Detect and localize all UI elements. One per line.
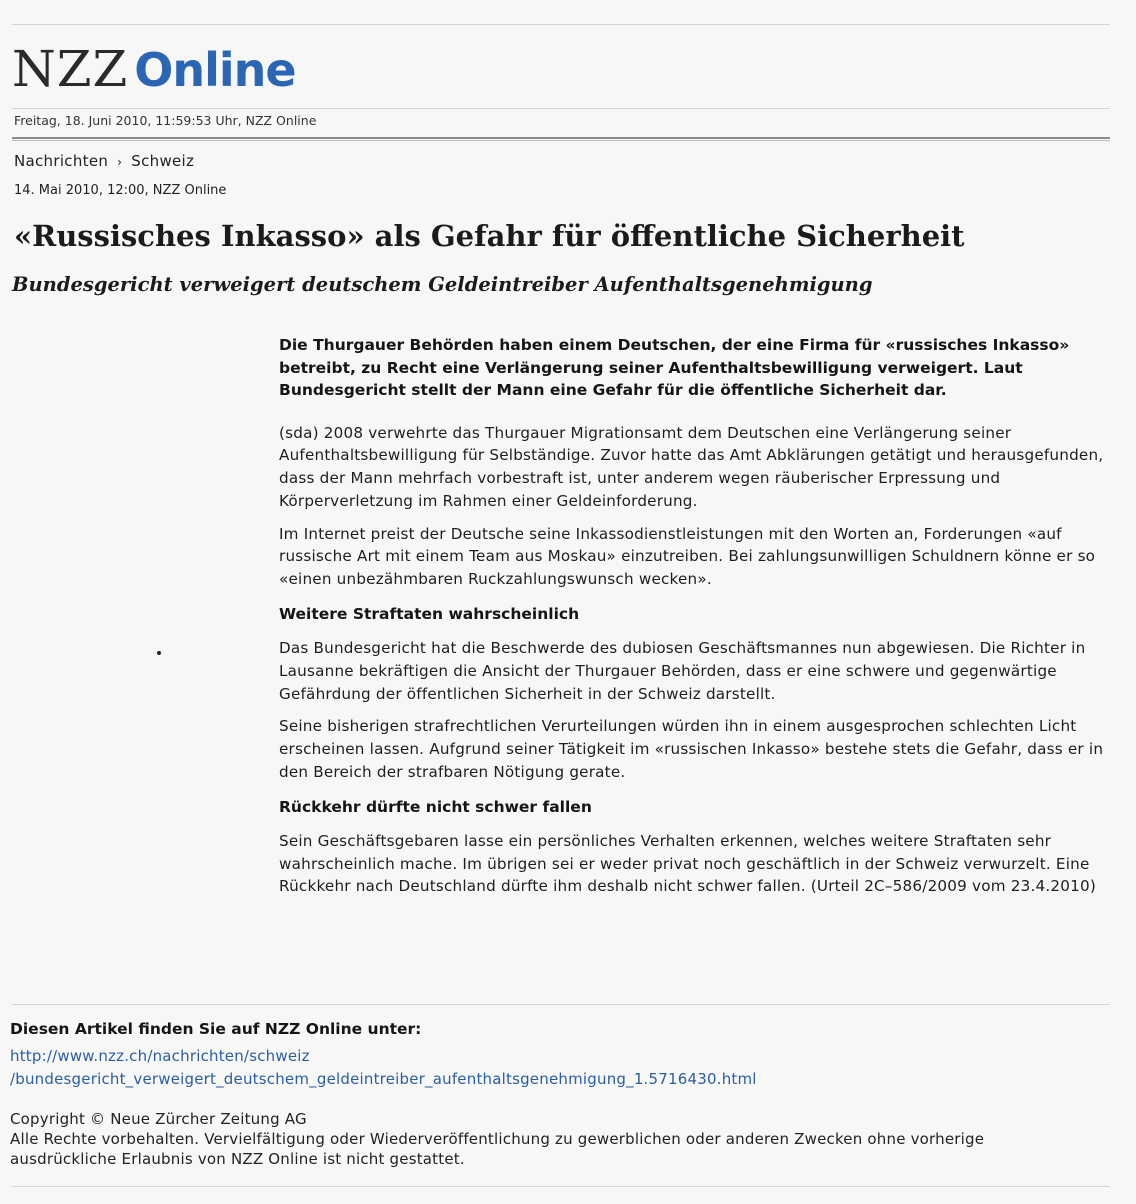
breadcrumb-separator: › <box>117 155 123 169</box>
copyright-notice <box>10 1109 1110 1169</box>
stray-dot <box>157 651 161 655</box>
breadcrumb <box>14 152 194 170</box>
breadcrumb-schweiz[interactable]: Schweiz <box>131 152 195 170</box>
print-timestamp: Freitag, 18. Juni 2010, 11:59:53 Uhr, NZZ Online <box>14 113 317 128</box>
article-dateline: 14. Mai 2010, 12:00, NZZ Online <box>14 183 227 198</box>
article-paragraph-2: Im Internet preist der Deutsche seine Inkassodienstleistungen mit den Worten an, Forderungen «auf russische Art mit einem Team aus Moskau» einzutreiben. Bei zahlungsunwilligen Schuldnern könne er so «einen unbezähmbaren Ruckzahlungswunsch wecken». <box>279 524 1096 589</box>
rights-line-1: Alle Rechte vorbehalten. Vervielfältigung oder Wiederveröffentlichung zu gewerblichen oder anderen Zwecken ohne vorherige <box>10 1130 985 1148</box>
article-url-line-1: http://www.nzz.ch/nachrichten/schweiz <box>10 1047 310 1065</box>
article-url-link[interactable] <box>10 1045 757 1091</box>
article-url-line-2: /bundesgericht_verweigert_deutschem_geldeintreiber_aufenthaltsgenehmigung_1.5716430.html <box>10 1070 757 1088</box>
logo-nzz-text: NZZ <box>12 40 129 98</box>
logo-online-text: Online <box>134 43 296 97</box>
article-subheading-2: Rückkehr dürfte nicht schwer fallen <box>279 797 592 816</box>
article-subheadline: Bundesgericht verweigert deutschem Geldeintreiber Aufenthaltsgenehmigung <box>12 273 873 296</box>
top-divider <box>12 24 1110 25</box>
logo-divider <box>12 108 1110 109</box>
article-headline: «Russisches Inkasso» als Gefahr für öffentliche Sicherheit <box>14 219 965 253</box>
article-paragraph-5: Sein Geschäftsgebaren lasse ein persönliches Verhalten erkennen, welches weitere Straftaten sehr wahrscheinlich mache. Im übrigen sei er weder privat noch geschäftlich in der Schweiz verwurzelt. Eine Rückkehr nach Deutschland dürfte ihm deshalb nicht schwer fallen. (Urteil 2C–586/2009 vom 23.4.2010) <box>279 831 1096 896</box>
breadcrumb-nachrichten[interactable]: Nachrichten <box>14 152 109 170</box>
article-subheading-1: Weitere Straftaten wahrscheinlich <box>279 605 580 624</box>
footer-find-label: Diesen Artikel finden Sie auf NZZ Online unter: <box>10 1020 422 1038</box>
nzz-online-logo[interactable] <box>12 40 296 98</box>
copyright-line: Copyright © Neue Zürcher Zeitung AG <box>10 1110 307 1128</box>
rights-line-2: ausdrückliche Erlaubnis von NZZ Online ist nicht gestattet. <box>10 1150 465 1168</box>
footer-divider <box>12 1004 1110 1005</box>
article-paragraph-1: (sda) 2008 verwehrte das Thurgauer Migrationsamt dem Deutschen eine Verlängerung seiner Aufenthaltsbewilligung für Selbständige. Zuvor hatte das Amt Abklärungen getätigt und herausgefunden, dass der Mann mehrfach vorbestraft ist, unter anderem wegen räuberischer Erpressung und Körperverletzung im Rahmen einer Geldeinforderung. <box>279 423 1104 510</box>
header-double-rule <box>12 137 1110 139</box>
article-lead: Die Thurgauer Behörden haben einem Deutschen, der eine Firma für «russisches Inkasso» betreibt, zu Recht eine Verlängerung seiner Aufenthaltsbewilligung verweigert. Laut Bundesgericht stellt der Mann eine Gefahr für die öffentliche Sicherheit dar. <box>279 336 1070 399</box>
article-body <box>279 334 1109 898</box>
article-paragraph-4: Seine bisherigen strafrechtlichen Verurteilungen würden ihn in einem ausgesprochen schlechten Licht erscheinen lassen. Aufgrund seiner Tätigkeit im «russischen Inkasso» bestehe stets die Gefahr, dass er in den Bereich der strafbaren Nötigung gerate. <box>279 717 1104 782</box>
bottom-divider <box>12 1186 1110 1187</box>
article-paragraph-3: Das Bundesgericht hat die Beschwerde des dubiosen Geschäftsmannes nun abgewiesen. Die Richter in Lausanne bekräftigen die Ansicht der Thurgauer Behörden, dass er eine schwere und gegenwärtige Gefährdung der öffentlichen Sicherheit in der Schweiz darstellt. <box>279 639 1086 703</box>
